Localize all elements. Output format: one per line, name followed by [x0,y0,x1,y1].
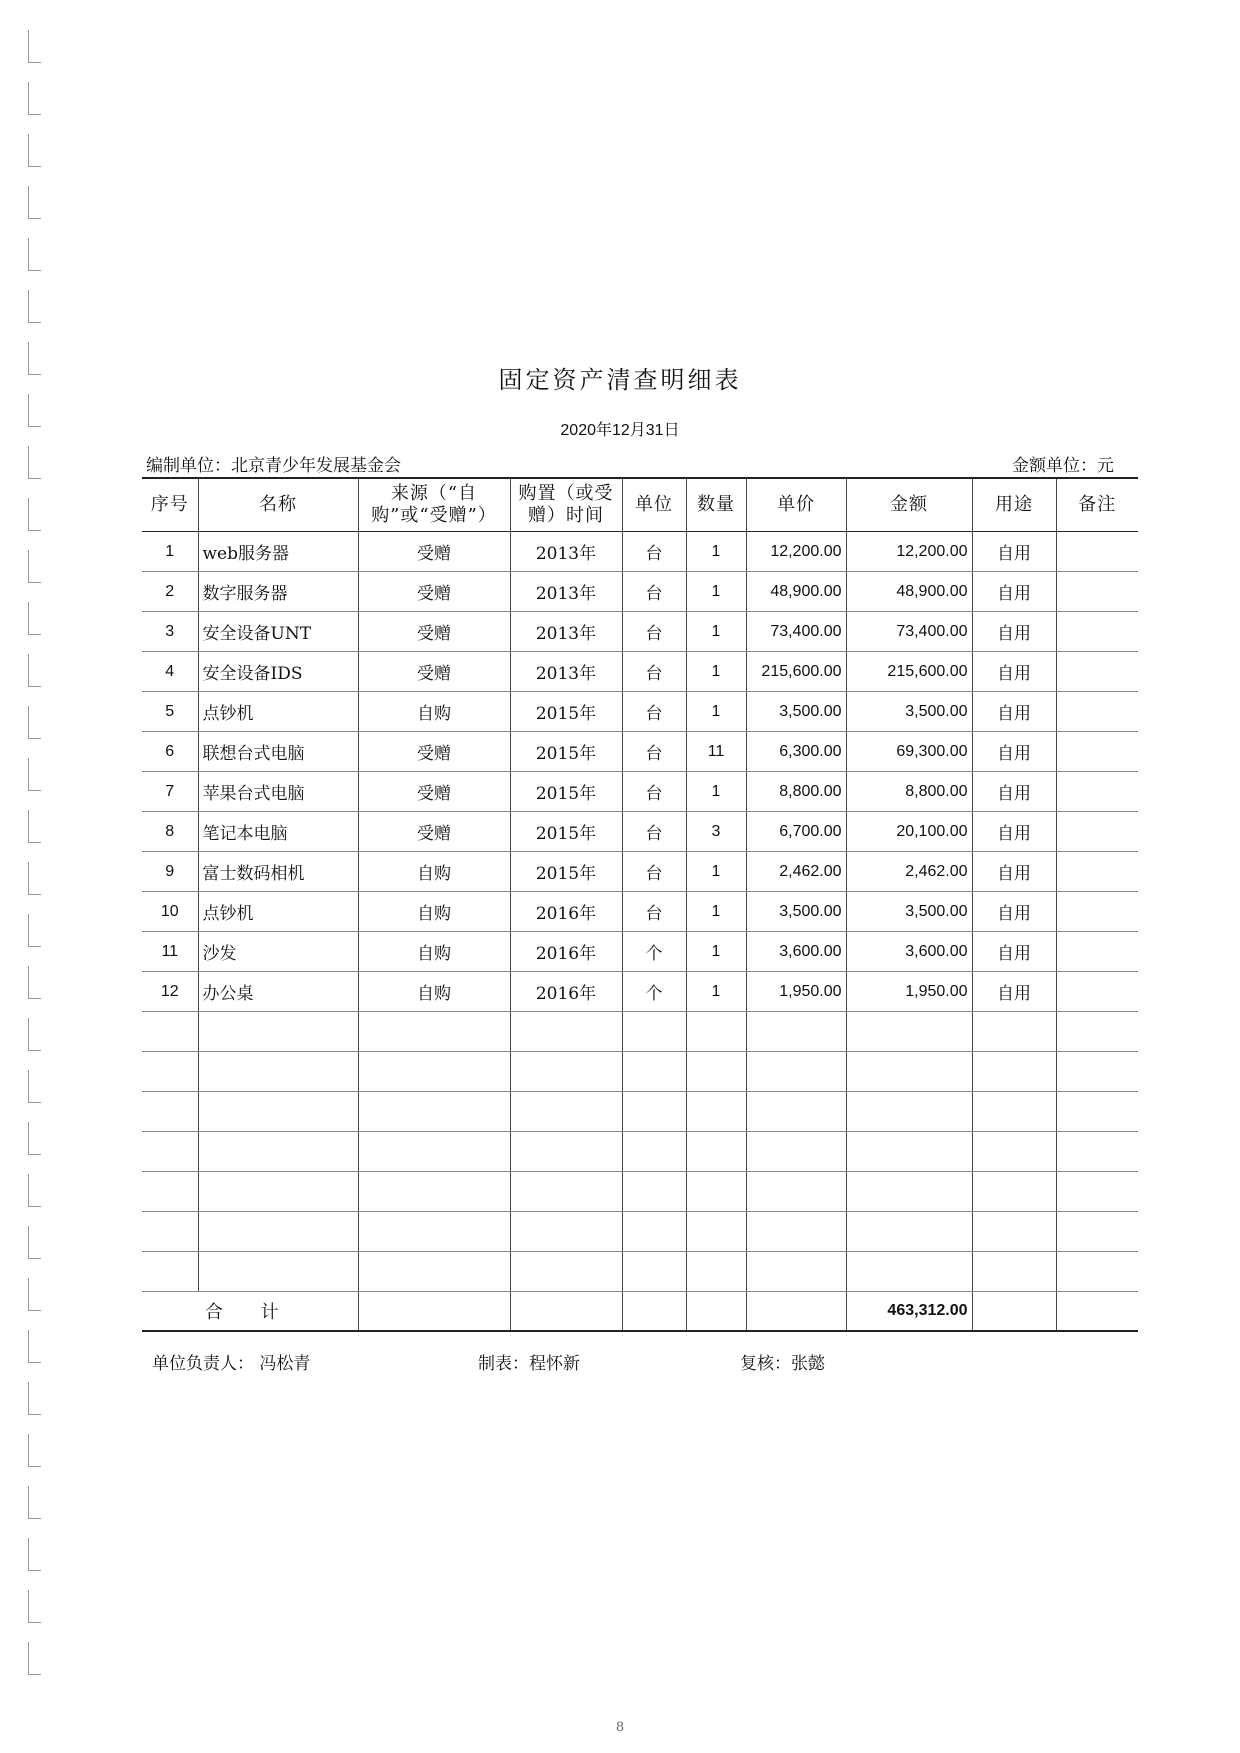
binding-mark [28,1538,41,1571]
total-cell-empty [358,1292,510,1332]
blank-cell [746,1052,846,1092]
blank-cell [746,1012,846,1052]
blank-cell [510,1172,622,1212]
blank-cell [358,1092,510,1132]
cell-source: 受赠 [358,772,510,812]
cell-amount: 1,950.00 [846,972,972,1012]
table-row [142,532,1138,572]
cell-quantity: 1 [686,572,746,612]
cell-remarks [1056,692,1138,732]
cell-unit: 台 [622,692,686,732]
blank-cell [622,1052,686,1092]
cell-time: 2013年 [510,612,622,652]
blank-cell [510,1052,622,1092]
cell-seq: 12 [142,972,198,1012]
cell-remarks [1056,532,1138,572]
cell-unit-price: 1,950.00 [746,972,846,1012]
cell-seq: 1 [142,532,198,572]
blank-cell [686,1012,746,1052]
cell-seq: 6 [142,732,198,772]
binding-mark [28,966,41,999]
binding-mark [28,1174,41,1207]
blank-cell [972,1212,1056,1252]
cell-name: 联想台式电脑 [198,732,358,772]
table-row [142,572,1138,612]
binding-mark [28,1226,41,1259]
blank-cell [622,1212,686,1252]
header-source: 来源（“自购”或“受赠”） [358,478,510,532]
cell-time: 2015年 [510,812,622,852]
blank-cell [358,1252,510,1292]
binding-mark [28,290,41,323]
blank-cell [686,1132,746,1172]
compiler-unit: 编制单位：北京青少年发展基金会 [146,456,401,476]
blank-cell [846,1172,972,1212]
table-row [142,652,1138,692]
cell-time: 2016年 [510,932,622,972]
blank-cell [846,1252,972,1292]
blank-cell [746,1092,846,1132]
page-number: 8 [615,1720,625,1735]
cell-remarks [1056,612,1138,652]
cell-quantity: 1 [686,972,746,1012]
cell-unit: 台 [622,612,686,652]
binding-mark [28,498,41,531]
cell-source: 受赠 [358,732,510,772]
total-cell-empty [510,1292,622,1332]
cell-usage: 自用 [972,932,1056,972]
blank-cell [198,1012,358,1052]
cell-amount: 3,500.00 [846,692,972,732]
binding-mark [28,706,41,739]
cell-remarks [1056,772,1138,812]
blank-row [142,1212,1138,1252]
blank-cell [198,1252,358,1292]
blank-cell [510,1212,622,1252]
blank-cell [686,1212,746,1252]
cell-seq: 2 [142,572,198,612]
blank-cell [972,1132,1056,1172]
blank-cell [972,1252,1056,1292]
blank-cell [622,1172,686,1212]
cell-time: 2013年 [510,572,622,612]
cell-seq: 5 [142,692,198,732]
table-header-row [142,478,1138,532]
table-reviewer: 复核：张懿 [740,1354,825,1374]
cell-time: 2015年 [510,732,622,772]
cell-name: 点钞机 [198,692,358,732]
blank-cell [746,1252,846,1292]
cell-name: 数字服务器 [198,572,358,612]
cell-usage: 自用 [972,612,1056,652]
blank-cell [622,1252,686,1292]
table-row [142,692,1138,732]
cell-name: 安全设备UNT [198,612,358,652]
blank-cell [358,1212,510,1252]
cell-amount: 73,400.00 [846,612,972,652]
cell-amount: 69,300.00 [846,732,972,772]
cell-name: 沙发 [198,932,358,972]
blank-cell [510,1252,622,1292]
table-row [142,852,1138,892]
cell-amount: 3,500.00 [846,892,972,932]
blank-cell [846,1212,972,1252]
cell-unit: 个 [622,932,686,972]
blank-cell [358,1052,510,1092]
cell-time: 2016年 [510,892,622,932]
cell-time: 2013年 [510,652,622,692]
binding-mark [28,1590,41,1623]
blank-cell [198,1092,358,1132]
total-label: 合 计 [142,1292,358,1332]
blank-cell [198,1132,358,1172]
blank-cell [846,1052,972,1092]
header-quantity: 数量 [686,478,746,532]
blank-cell [1056,1132,1138,1172]
blank-cell [142,1132,198,1172]
cell-source: 自购 [358,892,510,932]
blank-cell [846,1092,972,1132]
header-usage: 用途 [972,478,1056,532]
binding-mark [28,1486,41,1519]
blank-cell [972,1172,1056,1212]
cell-usage: 自用 [972,852,1056,892]
cell-source: 自购 [358,692,510,732]
cell-unit: 个 [622,972,686,1012]
cell-unit: 台 [622,652,686,692]
blank-row [142,1092,1138,1132]
cell-time: 2015年 [510,692,622,732]
cell-usage: 自用 [972,892,1056,932]
cell-remarks [1056,572,1138,612]
cell-remarks [1056,852,1138,892]
blank-cell [622,1132,686,1172]
table-row [142,732,1138,772]
cell-remarks [1056,972,1138,1012]
binding-mark [28,1122,41,1155]
cell-usage: 自用 [972,692,1056,732]
cell-amount: 8,800.00 [846,772,972,812]
blank-cell [1056,1252,1138,1292]
binding-mark [28,1330,41,1363]
cell-unit: 台 [622,892,686,932]
cell-quantity: 1 [686,532,746,572]
cell-unit: 台 [622,572,686,612]
amount-unit: 金额单位：元 [1012,456,1114,476]
blank-cell [358,1012,510,1052]
cell-time: 2015年 [510,852,622,892]
blank-cell [972,1092,1056,1132]
cell-seq: 9 [142,852,198,892]
cell-source: 自购 [358,932,510,972]
blank-cell [198,1172,358,1212]
cell-remarks [1056,892,1138,932]
binding-mark [28,602,41,635]
cell-unit: 台 [622,812,686,852]
blank-cell [1056,1172,1138,1212]
cell-usage: 自用 [972,772,1056,812]
cell-remarks [1056,732,1138,772]
blank-cell [746,1172,846,1212]
total-row [142,1292,1138,1332]
cell-name: 笔记本电脑 [198,812,358,852]
blank-cell [510,1012,622,1052]
cell-time: 2013年 [510,532,622,572]
cell-source: 受赠 [358,812,510,852]
cell-remarks [1056,932,1138,972]
cell-time: 2016年 [510,972,622,1012]
binding-mark [28,862,41,895]
cell-name: 点钞机 [198,892,358,932]
cell-source: 自购 [358,972,510,1012]
blank-cell [686,1052,746,1092]
blank-cell [846,1012,972,1052]
blank-cell [142,1052,198,1092]
report-date: 2020年12月31日 [560,422,680,439]
cell-unit-price: 3,600.00 [746,932,846,972]
blank-cell [142,1012,198,1052]
blank-row [142,1012,1138,1052]
blank-cell [972,1052,1056,1092]
cell-name: 办公桌 [198,972,358,1012]
cell-unit: 台 [622,772,686,812]
binding-mark [28,1434,41,1467]
cell-unit-price: 6,300.00 [746,732,846,772]
blank-cell [972,1012,1056,1052]
header-name: 名称 [198,478,358,532]
cell-usage: 自用 [972,572,1056,612]
binding-mark [28,654,41,687]
binding-mark [28,914,41,947]
blank-cell [1056,1092,1138,1132]
total-cell-empty [1056,1292,1138,1332]
cell-remarks [1056,652,1138,692]
unit-head: 单位负责人： 冯松青 [152,1354,311,1374]
blank-cell [746,1212,846,1252]
cell-usage: 自用 [972,532,1056,572]
blank-row [142,1172,1138,1212]
total-cell-empty [746,1292,846,1332]
binding-mark [28,1018,41,1051]
cell-unit-price: 6,700.00 [746,812,846,852]
blank-cell [358,1172,510,1212]
cell-amount: 48,900.00 [846,572,972,612]
cell-seq: 8 [142,812,198,852]
cell-seq: 11 [142,932,198,972]
table-row [142,972,1138,1012]
cell-source: 自购 [358,852,510,892]
binding-mark [28,30,41,63]
header-unit-price: 单价 [746,478,846,532]
binding-mark [28,1070,41,1103]
blank-cell [686,1172,746,1212]
blank-cell [198,1052,358,1092]
cell-name: web服务器 [198,532,358,572]
page-title: 固定资产清查明细表 [498,366,742,394]
cell-seq: 7 [142,772,198,812]
header-purchase-time: 购置（或受赠）时间 [510,478,622,532]
cell-usage: 自用 [972,652,1056,692]
blank-cell [1056,1052,1138,1092]
total-cell-empty [622,1292,686,1332]
cell-unit-price: 8,800.00 [746,772,846,812]
blank-cell [142,1172,198,1212]
cell-amount: 20,100.00 [846,812,972,852]
meta-row [146,451,1114,476]
cell-time: 2015年 [510,772,622,812]
cell-unit: 台 [622,732,686,772]
binding-mark [28,134,41,167]
binding-marks [28,30,48,1730]
total-amount: 463,312.00 [846,1292,972,1332]
cell-unit-price: 215,600.00 [746,652,846,692]
blank-cell [142,1252,198,1292]
cell-source: 受赠 [358,532,510,572]
blank-cell [510,1092,622,1132]
cell-amount: 215,600.00 [846,652,972,692]
blank-cell [198,1212,358,1252]
cell-unit-price: 3,500.00 [746,892,846,932]
binding-mark [28,810,41,843]
blank-cell [1056,1012,1138,1052]
binding-mark [28,1278,41,1311]
cell-source: 受赠 [358,572,510,612]
binding-mark [28,446,41,479]
cell-seq: 3 [142,612,198,652]
header-remarks: 备注 [1056,478,1138,532]
cell-unit-price: 12,200.00 [746,532,846,572]
cell-source: 受赠 [358,612,510,652]
cell-quantity: 1 [686,892,746,932]
cell-source: 受赠 [358,652,510,692]
blank-cell [510,1132,622,1172]
blank-row [142,1132,1138,1172]
total-cell-empty [686,1292,746,1332]
cell-quantity: 11 [686,732,746,772]
cell-amount: 12,200.00 [846,532,972,572]
binding-mark [28,758,41,791]
table-preparer: 制表：程怀新 [478,1354,580,1374]
blank-cell [686,1252,746,1292]
blank-cell [142,1212,198,1252]
blank-cell [686,1092,746,1132]
cell-quantity: 1 [686,772,746,812]
cell-name: 富士数码相机 [198,852,358,892]
cell-quantity: 3 [686,812,746,852]
cell-seq: 4 [142,652,198,692]
binding-mark [28,1382,41,1415]
cell-quantity: 1 [686,852,746,892]
table-row [142,612,1138,652]
blank-cell [622,1012,686,1052]
cell-unit: 台 [622,852,686,892]
cell-amount: 2,462.00 [846,852,972,892]
table-row [142,932,1138,972]
binding-mark [28,550,41,583]
cell-unit-price: 48,900.00 [746,572,846,612]
table-row [142,772,1138,812]
fixed-asset-table [142,477,1138,1332]
cell-unit-price: 2,462.00 [746,852,846,892]
blank-cell [358,1132,510,1172]
cell-name: 安全设备IDS [198,652,358,692]
total-cell-empty [972,1292,1056,1332]
header-unit: 单位 [622,478,686,532]
header-seq: 序号 [142,478,198,532]
binding-mark [28,1642,41,1675]
binding-mark [28,238,41,271]
signature-line [152,1349,1052,1373]
cell-usage: 自用 [972,972,1056,1012]
cell-quantity: 1 [686,692,746,732]
cell-amount: 3,600.00 [846,932,972,972]
header-amount: 金额 [846,478,972,532]
blank-cell [142,1092,198,1132]
blank-cell [746,1132,846,1172]
table-row [142,812,1138,852]
cell-remarks [1056,812,1138,852]
binding-mark [28,186,41,219]
blank-row [142,1052,1138,1092]
binding-mark [28,82,41,115]
cell-quantity: 1 [686,932,746,972]
blank-cell [622,1092,686,1132]
cell-name: 苹果台式电脑 [198,772,358,812]
cell-unit-price: 3,500.00 [746,692,846,732]
cell-usage: 自用 [972,812,1056,852]
cell-seq: 10 [142,892,198,932]
blank-row [142,1252,1138,1292]
blank-cell [846,1132,972,1172]
cell-unit: 台 [622,532,686,572]
table-row [142,892,1138,932]
cell-usage: 自用 [972,732,1056,772]
blank-cell [1056,1212,1138,1252]
cell-quantity: 1 [686,612,746,652]
cell-quantity: 1 [686,652,746,692]
cell-unit-price: 73,400.00 [746,612,846,652]
